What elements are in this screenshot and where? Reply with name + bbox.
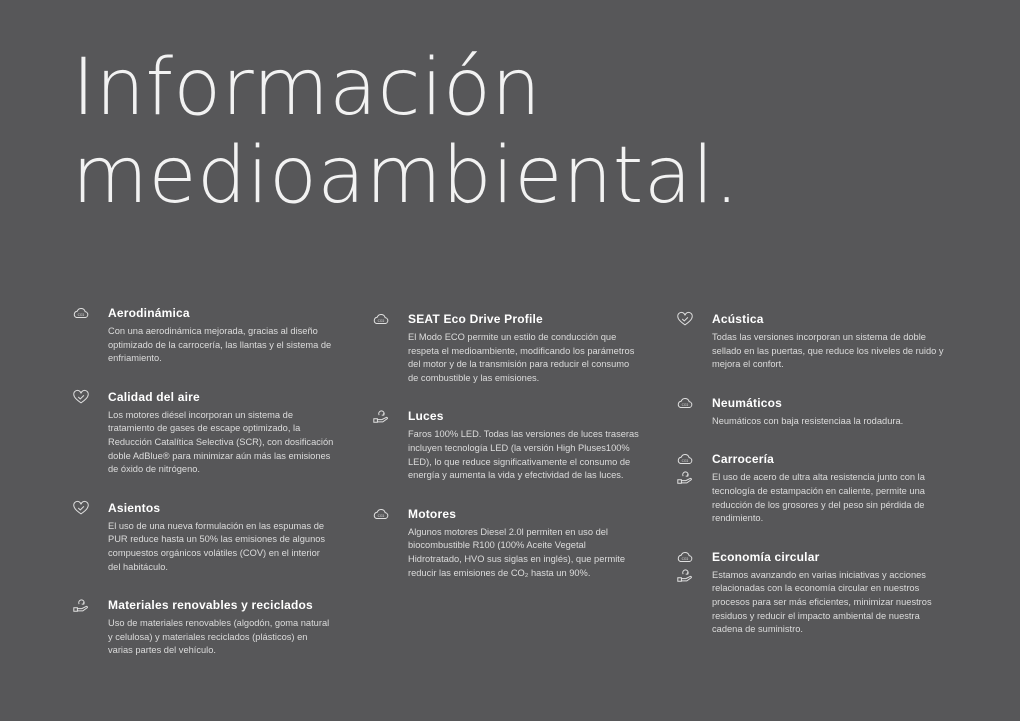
section-text: El uso de una nueva formulación en las espumas de PUR reduce hasta un 50% las emisiones de algunos compuestos orgánicos volátiles (COV) en el interior del habitáculo. xyxy=(108,520,326,572)
section-text: Neumáticos con baja resistenciaa la rodadura. xyxy=(712,415,904,426)
section-text: Los motores diésel incorporan un sistema de tratamiento de gases de escape optimizado, la Reducción Catalítica Selectiva (SCR), con dosificación doble AdBlue® para minimizar aún más las emisiones de óxido de nitrógeno. xyxy=(108,409,334,475)
section-title: Carrocería xyxy=(712,452,775,467)
recycle-hand-icon xyxy=(676,567,696,583)
recycle-hand-icon xyxy=(676,469,696,485)
section-title: Acústica xyxy=(712,312,764,326)
section-neumaticos xyxy=(676,396,948,429)
section-calidad-del-aire xyxy=(72,390,334,477)
section-text: El Modo ECO permite un estilo de conducción que respeta el medioambiente, modificando los parámetros del motor y de la transmisión para reducir el consumo de combustible y las emisiones. xyxy=(408,332,635,383)
recycle-hand-icon xyxy=(72,597,92,613)
section-acustica xyxy=(676,312,948,372)
section-economia-circular xyxy=(676,550,948,637)
section-title: Calidad del aire xyxy=(108,389,200,404)
section-text: Uso de materiales renovables (algodón, goma natural y celulosa) y materiales reciclados (plásticos) en varias partes del vehículo. xyxy=(108,618,330,656)
section-text: Faros 100% LED. Todas las versiones de luces traseras incluyen tecnología LED (la versión High Pluses100% LED), lo que reduce significativamente el consumo de energía y aumenta la vida y efectividad de las luces. xyxy=(408,429,639,481)
section-text: Todas las versiones incorporan un sistema de doble sellado en las puertas, que reduce los niveles de ruido y mejora el confort. xyxy=(712,332,944,370)
eco-cloud-icon xyxy=(372,311,392,327)
eco-heart-icon xyxy=(72,389,92,405)
section-text: Estamos avanzando en varias iniciativas y acciones relacionadas con la economía circular en nuestros procesos para ser más eficientes, minimizar nuestros residuos y reducir el impacto ambiental de nuestra cadena de suministro. xyxy=(712,569,932,635)
recycle-hand-icon xyxy=(372,408,392,424)
eco-cloud-icon xyxy=(372,506,392,522)
section-luces xyxy=(372,409,642,482)
eco-cloud-icon xyxy=(676,451,696,467)
section-title: Economía circular xyxy=(712,549,820,564)
section-motores xyxy=(372,507,642,580)
section-title: Luces xyxy=(408,409,444,424)
section-title: SEAT Eco Drive Profile xyxy=(408,312,543,326)
section-title: Materiales renovables y reciclados xyxy=(108,598,313,613)
column-right xyxy=(676,312,948,637)
page-title-line-1: Información xyxy=(72,43,542,133)
section-text: Algunos motores Diesel 2.0l permiten en uso del biocombustible R100 (100% Aceite Vegetal Hidrotratado, HVO sus siglas en inglés), que permite reducir las emisiones de CO₂ hasta un 90%. xyxy=(408,526,626,578)
section-title: Neumáticos xyxy=(712,395,783,410)
section-title: Motores xyxy=(408,506,457,521)
column-center xyxy=(372,312,642,580)
section-aerodinamica xyxy=(72,306,334,366)
page-title-line-2: medioambiental. xyxy=(72,131,740,221)
section-asientos xyxy=(72,501,334,574)
section-title: Asientos xyxy=(108,500,161,515)
eco-heart-icon xyxy=(72,500,92,516)
section-seat-eco-drive-profile xyxy=(372,312,642,385)
section-text: El uso de acero de ultra alta resistencia junto con la tecnología de estampación en caliente, permite una reducción de los grosores y del peso sin pérdida de rendimiento. xyxy=(712,472,925,524)
section-carroceria xyxy=(676,452,948,525)
page-title xyxy=(72,44,740,220)
eco-heart-icon xyxy=(676,311,696,327)
section-materiales-renovables xyxy=(72,598,334,658)
section-text: Con una aerodinámica mejorada, gracias al diseño optimizado de la carrocería, las llantas y el sistema de enfriamiento. xyxy=(108,326,332,364)
eco-cloud-icon xyxy=(676,549,696,565)
eco-cloud-icon xyxy=(676,395,696,411)
column-left xyxy=(72,306,334,658)
section-title: Aerodinámica xyxy=(108,306,190,320)
eco-cloud-icon xyxy=(72,305,92,321)
